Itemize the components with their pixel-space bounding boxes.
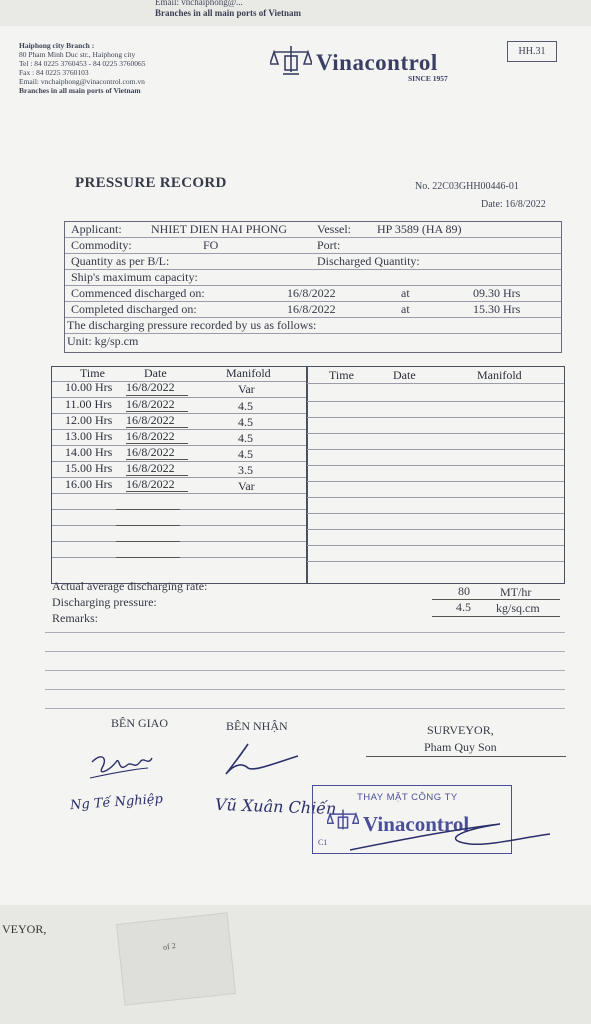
date-underline <box>126 459 188 460</box>
info-row-commodity <box>65 238 561 254</box>
branch-info <box>19 41 146 95</box>
table-line <box>307 433 564 434</box>
info-row-quantity <box>65 254 561 270</box>
ben-giao-label: BÊN GIAO <box>111 716 168 730</box>
remarks-line <box>45 708 565 709</box>
table-line <box>307 449 564 450</box>
prev-email: Email: vnchaiphong@... <box>155 0 243 7</box>
info-row-commenced <box>65 286 561 302</box>
table-line <box>307 401 564 402</box>
row-manifold: 4.5 <box>238 415 253 429</box>
row-manifold: 4.5 <box>238 399 253 413</box>
unit-label: Unit: kg/sp.cm <box>67 334 139 348</box>
table-line <box>52 493 307 494</box>
header-date: Date <box>144 366 167 380</box>
date-underline <box>116 525 180 526</box>
date-underline <box>116 541 180 542</box>
ben-nhan-label: BÊN NHẬN <box>226 719 288 733</box>
underlying-page <box>0 905 591 1024</box>
commenced-label: Commenced discharged on: <box>71 286 205 300</box>
rate-underline <box>432 599 560 600</box>
row-time: 16.00 Hrs <box>65 477 113 491</box>
completed-time: 15.30 Hrs <box>473 302 521 316</box>
remarks-label: Remarks: <box>52 611 98 625</box>
table-line <box>307 561 564 562</box>
completed-label: Completed discharged on: <box>71 302 197 316</box>
table-line <box>307 497 564 498</box>
date-underline <box>116 557 180 558</box>
handwritten-name-nhan: Vũ Xuân Chiến <box>214 794 337 819</box>
record-number: No. 22C03GHH00446-01 <box>415 181 519 192</box>
date-underline <box>126 411 188 412</box>
date-underline <box>116 509 180 510</box>
info-row-capacity <box>65 270 561 286</box>
signature-ben-giao <box>88 748 168 788</box>
row-time: 11.00 Hrs <box>65 397 112 411</box>
row-time: 13.00 Hrs <box>65 429 113 443</box>
quantity-bl-label: Quantity as per B/L: <box>71 254 170 268</box>
form-code: HH.31 <box>507 41 557 62</box>
signature-ben-nhan <box>218 738 308 783</box>
previous-page-strip <box>0 0 591 28</box>
row-time: 15.00 Hrs <box>65 461 113 475</box>
row-date: 16/8/2022 <box>126 461 175 475</box>
stamp-text: THAY MẶT CÔNG TY <box>357 792 458 803</box>
table-line <box>307 545 564 546</box>
recorded-label: The discharging pressure recorded by us as follows: <box>67 318 317 332</box>
underlying-slip <box>116 912 236 1005</box>
max-capacity-label: Ship's maximum capacity: <box>71 270 198 284</box>
branch-tel: Tel : 84 0225 3760453 - 84 0225 3760065 <box>19 59 146 68</box>
rate-label: Actual average discharging rate: <box>52 579 208 593</box>
row-date: 16/8/2022 <box>126 397 175 411</box>
branch-name: Haiphong city Branch : <box>19 41 95 50</box>
info-box <box>64 221 562 353</box>
port-label: Port: <box>317 238 341 252</box>
completed-date: 16/8/2022 <box>287 302 336 316</box>
row-manifold: 3.5 <box>238 463 253 477</box>
commenced-date: 16/8/2022 <box>287 286 336 300</box>
row-date: 16/8/2022 <box>126 429 175 443</box>
row-manifold: 4.5 <box>238 447 253 461</box>
header-time: Time <box>80 366 105 380</box>
row-date: 16/8/2022 <box>126 413 175 427</box>
row-time: 10.00 Hrs <box>65 380 113 394</box>
table-line <box>307 529 564 530</box>
remarks-line <box>45 670 565 671</box>
scales-icon <box>270 44 312 78</box>
table-line <box>307 481 564 482</box>
surveyor-name: Pham Quy Son <box>424 740 497 754</box>
row-time: 12.00 Hrs <box>65 413 113 427</box>
date-underline <box>126 443 188 444</box>
header-date-right: Date <box>393 368 416 382</box>
header-manifold: Manifold <box>226 366 271 380</box>
surveyor-label: SURVEYOR, <box>427 723 494 737</box>
row-date: 16/8/2022 <box>126 380 175 394</box>
pressure-table-right <box>306 366 565 584</box>
commodity-label: Commodity: <box>71 238 132 252</box>
date-underline <box>126 491 188 492</box>
commenced-time: 09.30 Hrs <box>473 286 521 300</box>
date-underline <box>126 427 188 428</box>
surveyor-underline <box>366 756 566 757</box>
branch-ports: Branches in all main ports of Vietnam <box>19 86 141 95</box>
page-title: PRESSURE RECORD <box>75 175 227 191</box>
branch-fax: Fax : 84 0225 3760103 <box>19 68 89 77</box>
header-time-right: Time <box>329 368 354 382</box>
vessel-label: Vessel: <box>317 222 351 236</box>
table-line <box>307 383 564 384</box>
table-line <box>307 465 564 466</box>
underlying-page-number: of 2 <box>162 940 177 953</box>
pressure-underline <box>432 616 560 617</box>
stamp-name: Vinacontrol <box>363 812 470 836</box>
discharged-qty-label: Discharged Quantity: <box>317 254 420 268</box>
table-line <box>307 513 564 514</box>
row-manifold: 4.5 <box>238 431 253 445</box>
branch-address: 80 Pham Minh Duc str., Haiphong city <box>19 50 136 59</box>
rate-unit: MT/hr <box>500 585 532 599</box>
date-underline <box>126 395 188 396</box>
row-date: 16/8/2022 <box>126 445 175 459</box>
pressure-value: 4.5 <box>456 600 471 614</box>
pressure-table-left <box>51 366 308 584</box>
date-underline <box>126 475 188 476</box>
handwritten-name-giao: Ng Tế Nghiệp <box>69 791 164 814</box>
record-date: Date: 16/8/2022 <box>481 199 546 210</box>
commodity-value: FO <box>203 238 219 252</box>
info-row-recorded <box>65 318 561 334</box>
vessel-value: HP 3589 (HA 89) <box>377 222 462 236</box>
surveyor-signature <box>340 800 580 860</box>
logo-name: Vinacontrol <box>316 50 438 75</box>
stamp-code: C1 <box>318 838 328 847</box>
row-time: 14.00 Hrs <box>65 445 113 459</box>
branch-email: Email: vnchaiphong@vinacontrol.com.vn <box>19 77 145 86</box>
remarks-line <box>45 689 565 690</box>
applicant-value: NHIET DIEN HAI PHONG <box>151 222 288 236</box>
info-row-unit <box>65 334 561 349</box>
underlying-surveyor-text: VEYOR, <box>2 922 47 936</box>
table-line <box>307 417 564 418</box>
pressure-label: Discharging pressure: <box>52 595 157 609</box>
completed-at: at <box>401 302 410 316</box>
row-manifold: Var <box>238 479 255 493</box>
logo-since: SINCE 1957 <box>408 74 448 83</box>
commenced-at: at <box>401 286 410 300</box>
rate-value: 80 <box>458 584 470 598</box>
remarks-line <box>45 651 565 652</box>
info-row-applicant <box>65 222 561 238</box>
info-row-completed <box>65 302 561 318</box>
row-date: 16/8/2022 <box>126 477 175 491</box>
header-manifold-right: Manifold <box>477 368 522 382</box>
prev-branches: Branches in all main ports of Vietnam <box>155 8 302 18</box>
pressure-unit: kg/sq.cm <box>496 601 540 615</box>
applicant-label: Applicant: <box>71 222 122 236</box>
remarks-line <box>45 632 565 633</box>
row-manifold: Var <box>238 382 255 396</box>
